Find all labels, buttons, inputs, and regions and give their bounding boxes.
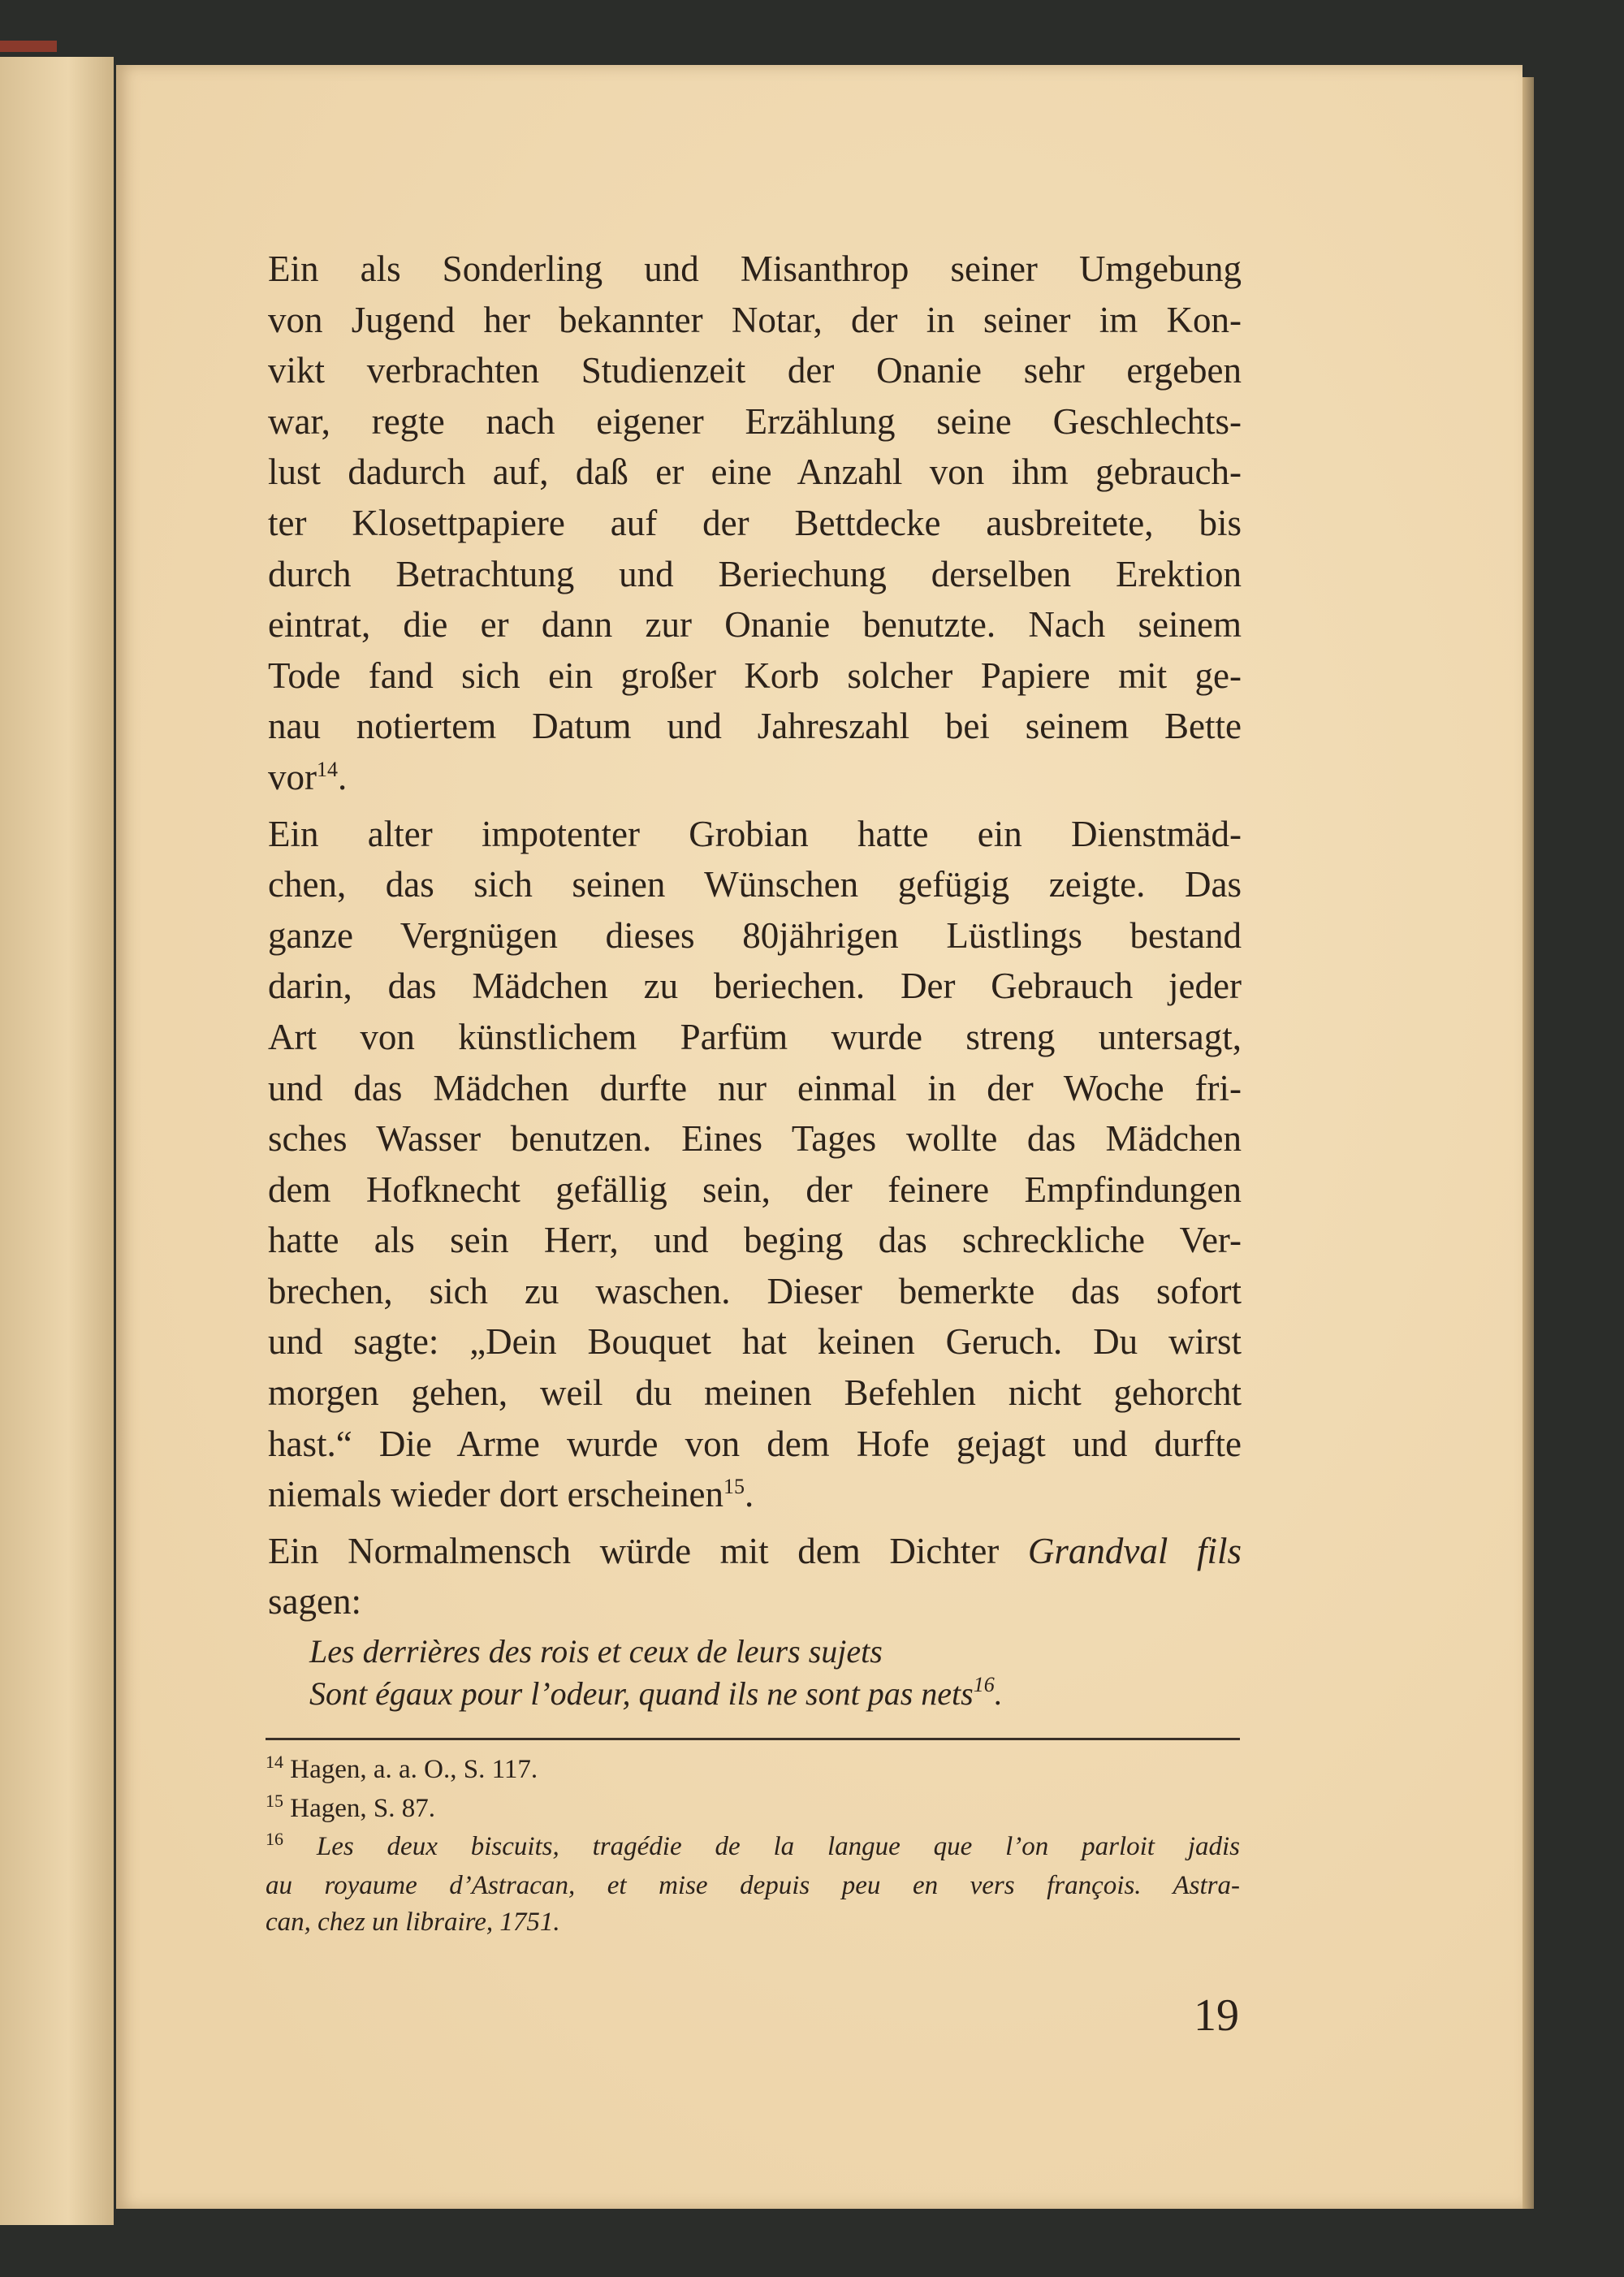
verse-line — [309, 1631, 1003, 1673]
text-run: morgen gehen, weil du meinen Befehlen nicht gehorcht — [268, 1372, 1242, 1414]
text-line — [268, 1266, 1242, 1317]
footnote-marker: 14 — [317, 757, 338, 781]
text-run: und das Mädchen durfte nur einmal in der Woche fri- — [268, 1067, 1242, 1108]
text-line — [268, 650, 1242, 702]
text-run: Hagen, a. a. O., S. 117. — [283, 1755, 538, 1784]
text-run: hast.“ Die Arme wurde von dem Hofe gejagt und durfte — [268, 1423, 1242, 1464]
text-run: hatte als sein Herr, und beging das schreckliche Ver- — [268, 1220, 1242, 1261]
text-line — [268, 1316, 1242, 1367]
text-line — [268, 1164, 1242, 1216]
text-run: dem Hofknecht gefällig sein, der feinere Empfindungen — [268, 1169, 1242, 1210]
text-line — [268, 1113, 1242, 1164]
verse-quote — [309, 1631, 1003, 1719]
text-run: lust dadurch auf, daß er eine Anzahl von ihm gebrauch- — [268, 452, 1242, 493]
text-line — [268, 1215, 1242, 1266]
text-line — [268, 498, 1242, 549]
text-line — [268, 809, 1242, 860]
text-line — [268, 345, 1242, 396]
text-run: Les deux biscuits, tragédie de la langue que l’on parloit jadis — [316, 1832, 1240, 1862]
text-run: darin, das Mädchen zu beriechen. Der Gebrauch jeder — [268, 966, 1242, 1007]
footnotes — [266, 1752, 1240, 1942]
text-run: au royaume d’Astracan, et mise depuis peu en vers françois. Astra- — [266, 1870, 1240, 1900]
footnote-marker: 15 — [266, 1790, 283, 1811]
text-line — [268, 752, 1242, 809]
text-line — [268, 701, 1242, 752]
text-run: Grandval fils — [1027, 1530, 1242, 1571]
text-line — [268, 1367, 1242, 1419]
text-run: vikt verbrachten Studienzeit der Onanie sehr ergeben — [268, 350, 1242, 391]
text-line — [268, 599, 1242, 650]
footnote-line — [266, 1752, 1240, 1791]
footnote-marker: 16 — [266, 1829, 283, 1850]
text-run: und sagte: „Dein Bouquet hat keinen Geruch. Du wirst — [268, 1321, 1242, 1363]
footnote-rule — [266, 1738, 1240, 1740]
text-line — [268, 244, 1242, 295]
text-run: Art von künstlichem Parfüm wurde streng untersagt, — [268, 1016, 1242, 1057]
footnote-line — [266, 1904, 1240, 1942]
text-line — [268, 295, 1242, 346]
text-run — [283, 1832, 317, 1861]
footnote-line — [266, 1868, 1240, 1905]
page-number: 19 — [1194, 1990, 1239, 2041]
text-run: nau notiertem Datum und Jahreszahl bei seinem Bette — [268, 706, 1242, 747]
text-line — [268, 961, 1242, 1012]
text-line — [268, 1063, 1242, 1114]
text-run: Ein alter impotenter Grobian hatte ein Dienstmäd- — [268, 813, 1242, 854]
text-run: Ein als Sonderling und Misanthrop seiner Umgebung — [268, 248, 1242, 289]
text-run: vor — [268, 756, 317, 797]
text-line — [268, 859, 1242, 910]
text-run: chen, das sich seinen Wünschen gefügig zeigte. Das — [268, 864, 1242, 905]
text-line — [268, 1469, 1242, 1526]
text-run: durch Betrachtung und Beriechung derselben Erektion — [268, 553, 1242, 594]
text-line — [268, 1012, 1242, 1063]
text-line — [268, 910, 1242, 961]
text-run: Ein Normalmensch würde mit dem Dichter — [268, 1530, 1028, 1571]
footnote-line — [266, 1829, 1240, 1868]
text-run: . — [745, 1474, 754, 1515]
text-run: Hagen, S. 87. — [283, 1793, 435, 1823]
text-run: brechen, sich zu waschen. Dieser bemerkte das sofort — [268, 1270, 1242, 1311]
text-run: sches Wasser benutzen. Eines Tages wollte das Mädchen — [268, 1118, 1242, 1160]
text-line — [268, 549, 1242, 600]
text-run: . — [338, 756, 348, 797]
footnote-marker: 14 — [266, 1752, 283, 1772]
text-line — [268, 1419, 1242, 1470]
text-run: can, chez un libraire, 1751. — [266, 1908, 560, 1938]
body-text — [268, 244, 1242, 1627]
text-run: . — [994, 1675, 1003, 1712]
text-run: eintrat, die er dann zur Onanie benutzte. Nach seinem — [268, 604, 1242, 646]
text-run: sagen: — [268, 1581, 361, 1622]
text-run: niemals wieder dort erscheinen — [268, 1474, 724, 1515]
verse-line — [309, 1673, 1003, 1719]
text-run: Les derrières des rois et ceux de leurs sujets — [309, 1633, 883, 1670]
footnote-line — [266, 1791, 1240, 1830]
text-run: ter Klosettpapiere auf der Bettdecke ausbreitete, bis — [268, 502, 1242, 543]
text-run: Sont égaux pour l’odeur, quand ils ne sont pas nets — [309, 1675, 974, 1712]
left-page-edge — [0, 57, 114, 2225]
footnote-marker: 16 — [973, 1673, 995, 1696]
text-run: war, regte nach eigener Erzählung seine Geschlechts- — [268, 400, 1242, 442]
footnote-marker: 15 — [723, 1475, 745, 1499]
text-line — [268, 447, 1242, 498]
text-run: ganze Vergnügen dieses 80jährigen Lüstlings bestand — [268, 914, 1242, 956]
page-stack-edge — [1522, 77, 1534, 2209]
text-line — [268, 1526, 1242, 1577]
text-run: von Jugend her bekannter Notar, der in seiner im Kon- — [268, 299, 1242, 340]
text-line — [268, 396, 1242, 447]
text-line — [268, 1576, 1242, 1627]
text-run: Tode fand sich ein großer Korb solcher Papiere mit ge- — [268, 655, 1242, 696]
